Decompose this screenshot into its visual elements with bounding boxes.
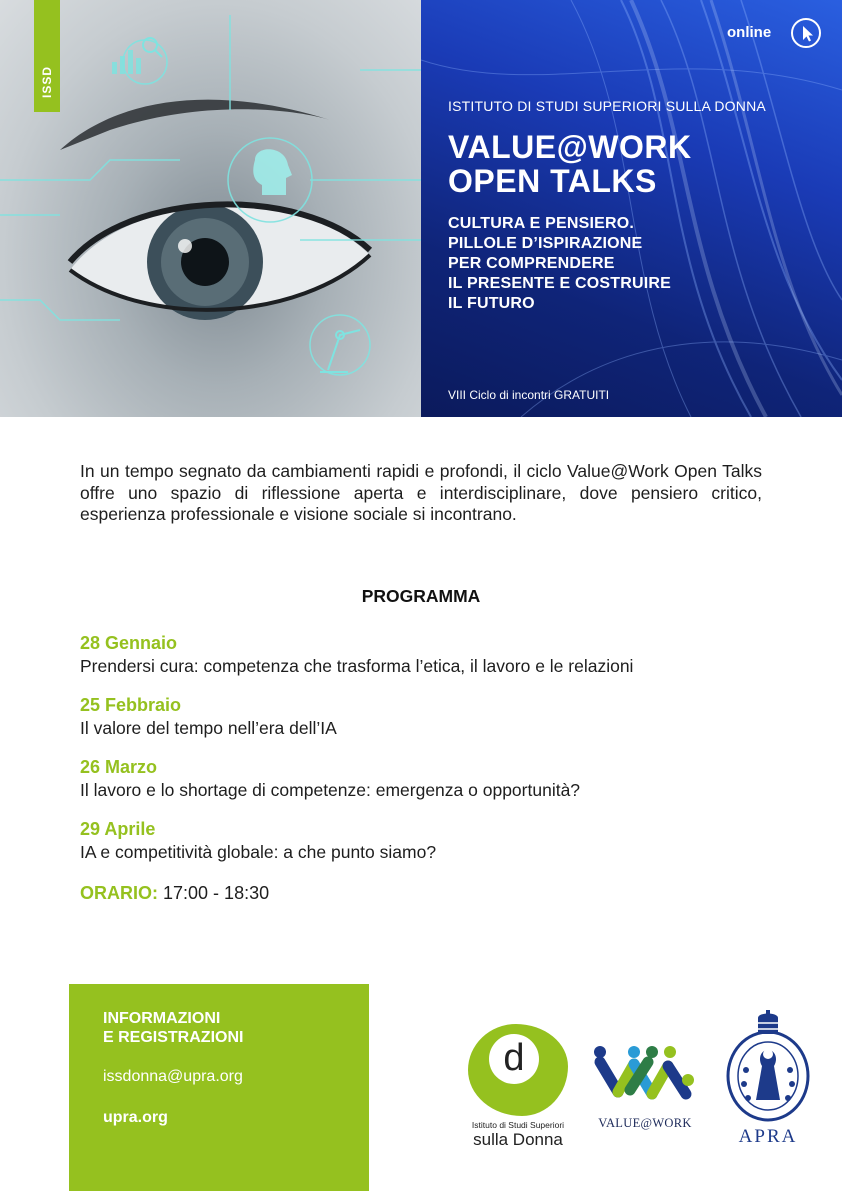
head-profile-icon: [253, 149, 292, 195]
list-item: [80, 818, 780, 863]
cycle-label: VIII Ciclo di incontri GRATUITI: [448, 388, 610, 402]
value-work-label: VALUE@WORK: [598, 1116, 692, 1130]
value-work-logo: [590, 1040, 700, 1135]
event-subtitle: [448, 214, 828, 314]
issd-tab: [34, 0, 60, 112]
info-heading-line-1: INFORMAZIONI: [103, 1010, 221, 1027]
eye-illustration: [0, 0, 421, 417]
eye-photo: [0, 0, 421, 417]
apra-logo: [722, 1010, 814, 1150]
website-link[interactable]: upra.org: [103, 1109, 168, 1126]
title-line-2: OPEN TALKS: [448, 163, 657, 199]
intro-paragraph: In un tempo segnato da cambiamenti rapidi e profondi, il ciclo Value@Work Open Talks offre uno spazio di riflessione aperta e interdisciplinare, dove pensiero critico, esperienza professionale e visione sociale si incontrano.: [80, 461, 762, 524]
value-work-emblem: [590, 1040, 700, 1112]
apra-seal: [722, 1010, 814, 1122]
hero-banner: [0, 0, 842, 417]
robot-arm-icon: [320, 330, 360, 372]
subtitle-line: PILLOLE D’ISPIRAZIONE: [448, 235, 643, 252]
issd-logo-line-1: Istituto di Studi Superiori: [471, 1120, 565, 1130]
event-title: [448, 130, 828, 198]
subtitle-line: PER COMPRENDERE: [448, 255, 615, 272]
issd-logo-letter: d: [503, 1037, 525, 1079]
event-topic: IA e competitività globale: a che punto siamo?: [80, 842, 437, 862]
event-date: 25 Febbraio: [80, 695, 182, 715]
info-heading: [103, 1009, 243, 1047]
program-heading: PROGRAMMA: [361, 586, 481, 606]
schedule-label: ORARIO:: [80, 883, 158, 903]
list-item: [80, 756, 780, 801]
cursor-icon: [791, 18, 821, 48]
info-box: [69, 984, 369, 1191]
issd-tab-label: ISSD: [40, 65, 54, 99]
schedule-time: [80, 883, 269, 904]
schedule-value: 17:00 - 18:30: [163, 883, 270, 903]
email-link[interactable]: issdonna@upra.org: [103, 1068, 243, 1085]
event-list: [80, 632, 780, 880]
title-line-1: VALUE@WORK: [448, 129, 692, 165]
list-item: [80, 694, 780, 739]
list-item: [80, 632, 780, 677]
event-topic: Prendersi cura: competenza che trasforma l’etica, il lavoro e le relazioni: [80, 656, 634, 676]
subtitle-line: IL FUTURO: [448, 295, 535, 312]
event-topic: Il valore del tempo nell’era dell’IA: [80, 718, 337, 738]
event-date: 29 Aprile: [80, 819, 156, 839]
analytics-icon: [112, 50, 141, 74]
subtitle-line: CULTURA E PENSIERO.: [448, 215, 635, 232]
issd-logo-line-2: sulla Donna: [473, 1130, 563, 1149]
institute-name: ISTITUTO DI STUDI SUPERIORI SULLA DONNA: [448, 98, 766, 114]
event-date: 26 Marzo: [80, 757, 158, 777]
event-date: 28 Gennaio: [80, 633, 178, 653]
apra-label: APRA: [738, 1126, 798, 1147]
hero-text: [448, 98, 828, 314]
event-topic: Il lavoro e lo shortage di competenze: emergenza o opportunità?: [80, 780, 581, 800]
issd-logo: [462, 1020, 574, 1150]
online-label: online: [727, 24, 772, 41]
subtitle-line: IL PRESENTE E COSTRUIRE: [448, 275, 672, 292]
info-heading-line-2: E REGISTRAZIONI: [103, 1029, 244, 1046]
